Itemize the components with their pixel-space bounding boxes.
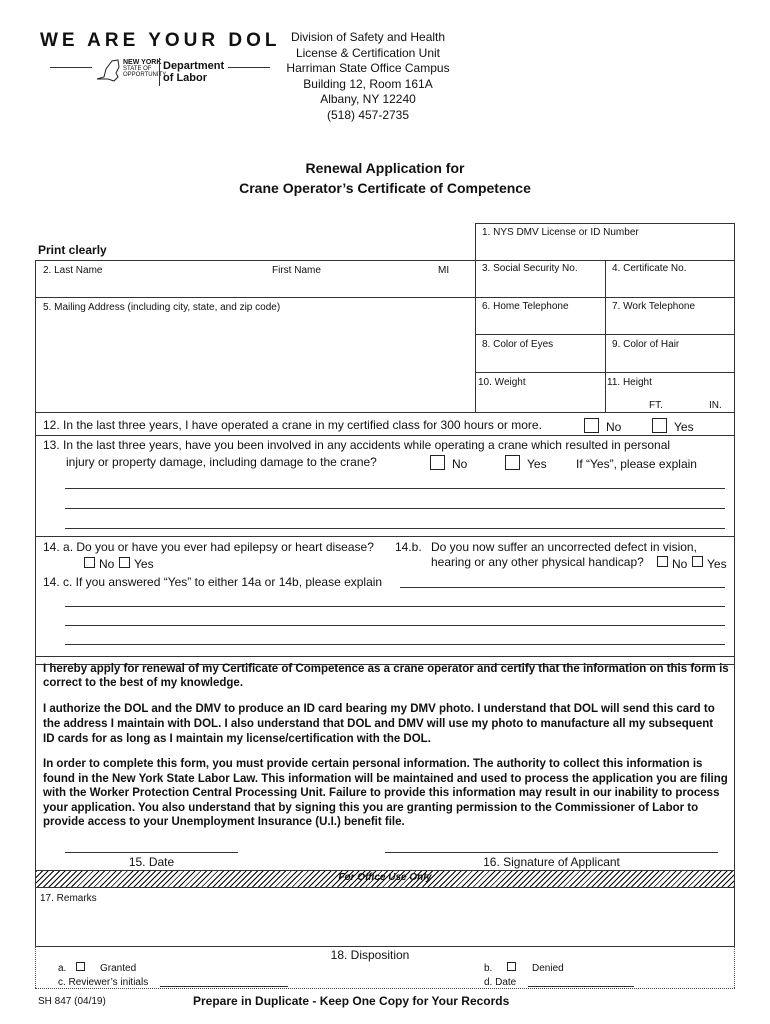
q13-text-line2: injury or property damage, including damage to the crane? [66, 455, 377, 469]
granted-checkbox[interactable] [76, 962, 85, 971]
date-label: 15. Date [128, 855, 175, 869]
reviewer-initials-line[interactable] [160, 986, 288, 987]
q13-no-checkbox[interactable] [430, 455, 445, 470]
denied-label: Denied [532, 963, 564, 974]
disposition-date-label: d. Date [484, 977, 517, 988]
field-weight-label: 10. Weight [478, 377, 526, 388]
q14c-explain-line[interactable] [400, 587, 725, 588]
field-dmv-license-label: 1. NYS DMV License or ID Number [482, 227, 639, 238]
field-hair-color-label: 9. Color of Hair [612, 339, 680, 350]
granted-label: Granted [100, 963, 137, 974]
field-mailing-address-label: 5. Mailing Address (including city, state, and zip code) [43, 302, 281, 313]
certify-paragraph-3: In order to complete this form, you must provide certain personal information. The authority to collect this information is found in the New York State Labor Law. This information will be maintained and used to process the application you are filing with the Worker Protection Central Processing Unit. Failure to provide this information may result in our inability to process your application. You also understand that by signing this you are granting permission to the Commissioner of Labor to provide access to your Unemployment Insurance (U.I.) benefit file. [43, 758, 728, 828]
logo-dept-line1: Department [163, 60, 225, 72]
q14a-yes-label: Yes [134, 557, 154, 571]
signature-line[interactable] [385, 852, 718, 853]
field-home-phone-label: 6. Home Telephone [482, 301, 569, 312]
q13-explain-line[interactable] [65, 488, 725, 489]
q14b-text-line1: Do you now suffer an uncorrected defect in vision, [431, 540, 697, 554]
disposition-label: 18. Disposition [330, 948, 410, 962]
q14c-explain-line[interactable] [65, 625, 725, 626]
title-line1: Renewal Application for [305, 160, 465, 176]
field-mailing-address[interactable] [35, 297, 476, 413]
q13-yes-label: Yes [527, 457, 547, 471]
q14b-no-checkbox[interactable] [657, 556, 668, 567]
address-line: License & Certification Unit [295, 45, 441, 60]
q14b-number: 14.b. [395, 540, 422, 554]
logo-rule-right [228, 67, 270, 68]
q14b-no-label: No [672, 557, 688, 571]
address-line: Building 12, Room 161A [303, 76, 433, 91]
disp-a-letter: a. [58, 963, 67, 974]
disp-b-letter: b. [484, 963, 493, 974]
field-work-phone-label: 7. Work Telephone [612, 301, 696, 312]
q14a-no-checkbox[interactable] [84, 557, 95, 568]
field-eye-color-label: 8. Color of Eyes [482, 339, 554, 350]
logo-dept-line2: of Labor [163, 72, 207, 84]
address-line: (518) 457-2735 [326, 107, 410, 122]
logo-ny-line2: STATE OF [123, 66, 152, 72]
q13-no-label: No [452, 457, 468, 471]
title-line2: Crane Operator’s Certificate of Competence [239, 180, 531, 196]
q14b-yes-label: Yes [707, 557, 727, 571]
q14b-yes-checkbox[interactable] [692, 556, 703, 567]
q12-yes-label: Yes [674, 420, 694, 434]
q12-no-checkbox[interactable] [584, 418, 599, 433]
field-last-name-label: 2. Last Name [43, 265, 103, 276]
q14a-no-label: No [99, 557, 115, 571]
ny-state-map-icon [94, 57, 122, 83]
slogan: WE ARE YOUR DOL [40, 30, 281, 51]
certify-paragraph-2: I authorize the DOL and the DMV to produce an ID card bearing my DMV photo. I understand that DOL will send this card to the address I maintain with DOL. I also understand that DOL and DMV will use my photo to manufacture all my subsequent ID cards for as long as I maintain my license/certification with the DOL. [43, 703, 715, 745]
q13-text-line1: 13. In the last three years, have you been involved in any accidents while operating a crane which resulted in personal [43, 438, 671, 452]
q12-text: 12. In the last three years, I have operated a crane in my certified class for 300 hours or more. [43, 418, 542, 432]
field-certificate-no-label: 4. Certificate No. [612, 263, 687, 274]
q14b-text-line2: hearing or any other physical handicap? [431, 555, 644, 569]
q13-explain-line[interactable] [65, 528, 725, 529]
logo-ny-line3: OPPORTUNITY [123, 72, 167, 78]
office-use-label: For Office Use Only [338, 872, 432, 883]
form-title [0, 158, 770, 198]
field-first-name-label: First Name [272, 265, 321, 276]
address-line: Harriman State Office Campus [286, 61, 450, 75]
q13-divider [35, 536, 735, 537]
logo-rule-left [50, 67, 92, 68]
form-number: SH 847 (04/19) [38, 996, 106, 1007]
q14c-explain-line[interactable] [65, 644, 725, 645]
address-line: Albany, NY 12240 [320, 92, 416, 106]
field-ssn-label: 3. Social Security No. [482, 263, 578, 274]
logo-ny-line1: NEW YORK [123, 59, 162, 66]
q13-yes-checkbox[interactable] [505, 455, 520, 470]
height-in-label: IN. [709, 400, 722, 411]
q12-yes-checkbox[interactable] [652, 418, 667, 433]
q12-no-label: No [606, 420, 622, 434]
q14c-text: 14. c. If you answered “Yes” to either 14a or 14b, please explain [43, 575, 383, 589]
logo-divider [159, 58, 160, 86]
duplicate-note: Prepare in Duplicate - Keep One Copy for Your Records [193, 994, 510, 1008]
q13-explain-line[interactable] [65, 508, 725, 509]
q14c-explain-line[interactable] [65, 606, 725, 607]
signature-label: 16. Signature of Applicant [483, 855, 620, 869]
q13-explain-label: If “Yes”, please explain [576, 457, 697, 471]
print-clearly-label: Print clearly [38, 243, 107, 257]
height-ft-label: FT. [649, 400, 663, 411]
date-line[interactable] [65, 852, 238, 853]
certify-paragraph-1: I hereby apply for renewal of my Certificate of Competence as a crane operator and certify that the information on this form is correct to the best of my knowledge. [43, 663, 729, 689]
logo-dept-text [163, 60, 224, 84]
q14a-text: 14. a. Do you or have you ever had epilepsy or heart disease? [43, 540, 374, 554]
reviewer-initials-label: c. Reviewer’s initials [58, 977, 149, 988]
address-line: Division of Safety and Health [290, 30, 446, 44]
denied-checkbox[interactable] [507, 962, 516, 971]
q14a-yes-checkbox[interactable] [119, 557, 130, 568]
field-height-label: 11. Height [607, 377, 652, 388]
field-mi-label: MI [438, 265, 450, 276]
remarks-box[interactable] [35, 887, 735, 947]
remarks-label: 17. Remarks [40, 893, 97, 904]
disposition-date-line[interactable] [528, 986, 634, 987]
disposition-bottom-rule [35, 988, 735, 989]
q12-divider [35, 435, 735, 436]
office-address [283, 30, 453, 123]
